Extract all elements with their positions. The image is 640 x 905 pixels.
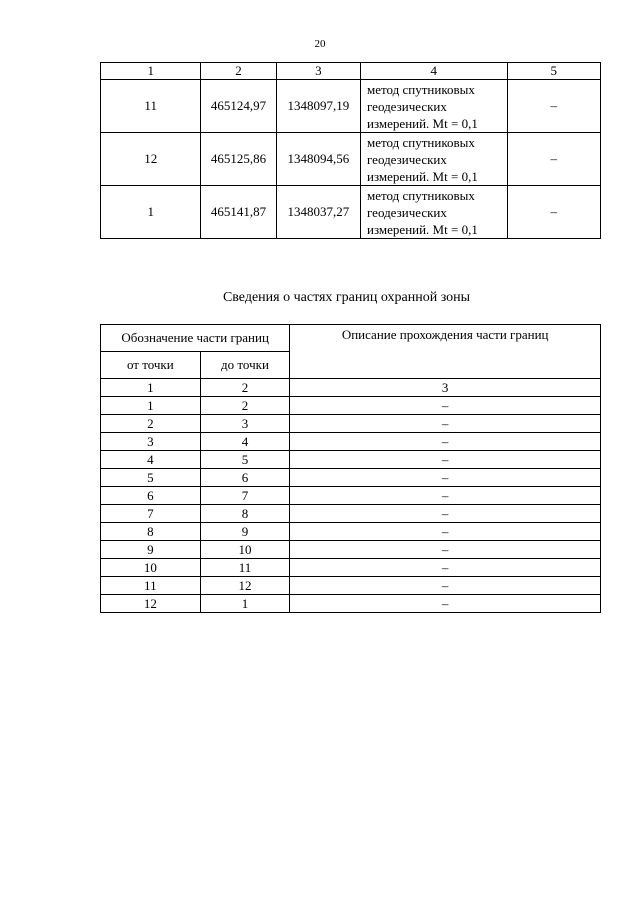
column-number-cell: 3 — [276, 63, 360, 80]
table-row — [101, 505, 601, 523]
to-point-cell: 2 — [200, 397, 290, 415]
to-point-header: до точки — [200, 352, 290, 379]
to-point-cell: 6 — [200, 469, 290, 487]
description-header: Описание прохождения части границ — [290, 325, 601, 379]
note-cell: – — [507, 80, 600, 133]
note-cell: – — [507, 133, 600, 186]
table-row — [101, 487, 601, 505]
table-row — [101, 397, 601, 415]
numbering-row — [101, 379, 601, 397]
table-row — [101, 595, 601, 613]
x-coordinate-cell: 465141,87 — [201, 186, 276, 239]
table-row — [101, 559, 601, 577]
method-cell: метод спутниковых геодезических измерений. Mt = 0,1 — [361, 80, 508, 133]
table-row — [101, 80, 601, 133]
from-point-header: от точки — [101, 352, 201, 379]
parts-header-row — [101, 325, 601, 352]
page-number: 20 — [314, 38, 326, 50]
description-cell: – — [290, 433, 601, 451]
boundary-parts-table — [100, 324, 601, 613]
description-cell: – — [290, 505, 601, 523]
column-number-cell: 1 — [101, 63, 201, 80]
from-point-cell: 10 — [101, 559, 201, 577]
to-point-cell: 12 — [200, 577, 290, 595]
table-row — [101, 541, 601, 559]
coordinates-table — [100, 62, 601, 239]
table-row — [101, 469, 601, 487]
table-row — [101, 451, 601, 469]
column-number-cell: 3 — [290, 379, 601, 397]
to-point-cell: 1 — [200, 595, 290, 613]
point-number-cell: 12 — [101, 133, 201, 186]
from-point-cell: 9 — [101, 541, 201, 559]
description-cell: – — [290, 397, 601, 415]
from-point-cell: 4 — [101, 451, 201, 469]
to-point-cell: 7 — [200, 487, 290, 505]
from-point-cell: 6 — [101, 487, 201, 505]
x-coordinate-cell: 465124,97 — [201, 80, 276, 133]
note-cell: – — [507, 186, 600, 239]
point-number-cell: 11 — [101, 80, 201, 133]
from-point-cell: 7 — [101, 505, 201, 523]
column-number-cell: 1 — [101, 379, 201, 397]
from-point-cell: 5 — [101, 469, 201, 487]
method-cell: метод спутниковых геодезических измерений. Mt = 0,1 — [361, 186, 508, 239]
column-number-cell: 4 — [361, 63, 508, 80]
description-cell: – — [290, 541, 601, 559]
y-coordinate-cell: 1348037,27 — [276, 186, 360, 239]
from-point-cell: 3 — [101, 433, 201, 451]
description-cell: – — [290, 523, 601, 541]
table-row — [101, 523, 601, 541]
from-point-cell: 11 — [101, 577, 201, 595]
coordinates-header-row — [101, 63, 601, 80]
column-number-cell: 5 — [507, 63, 600, 80]
description-cell: – — [290, 469, 601, 487]
section-title: Сведения о частях границ охранной зоны — [222, 290, 471, 305]
description-cell: – — [290, 577, 601, 595]
table-row — [101, 186, 601, 239]
parts-body — [101, 397, 601, 613]
y-coordinate-cell: 1348097,19 — [276, 80, 360, 133]
table-row — [101, 415, 601, 433]
to-point-cell: 8 — [200, 505, 290, 523]
from-point-cell: 2 — [101, 415, 201, 433]
x-coordinate-cell: 465125,86 — [201, 133, 276, 186]
description-cell: – — [290, 415, 601, 433]
table-row — [101, 433, 601, 451]
designation-header: Обозначение части границ — [101, 325, 290, 352]
column-number-cell: 2 — [201, 63, 276, 80]
from-point-cell: 8 — [101, 523, 201, 541]
column-number-cell: 2 — [200, 379, 290, 397]
table-row — [101, 133, 601, 186]
to-point-cell: 3 — [200, 415, 290, 433]
table-row — [101, 577, 601, 595]
description-cell: – — [290, 559, 601, 577]
to-point-cell: 5 — [200, 451, 290, 469]
description-cell: – — [290, 451, 601, 469]
y-coordinate-cell: 1348094,56 — [276, 133, 360, 186]
to-point-cell: 4 — [200, 433, 290, 451]
description-cell: – — [290, 487, 601, 505]
from-point-cell: 12 — [101, 595, 201, 613]
to-point-cell: 11 — [200, 559, 290, 577]
from-point-cell: 1 — [101, 397, 201, 415]
method-cell: метод спутниковых геодезических измерений. Mt = 0,1 — [361, 133, 508, 186]
to-point-cell: 9 — [200, 523, 290, 541]
point-number-cell: 1 — [101, 186, 201, 239]
to-point-cell: 10 — [200, 541, 290, 559]
description-cell: – — [290, 595, 601, 613]
